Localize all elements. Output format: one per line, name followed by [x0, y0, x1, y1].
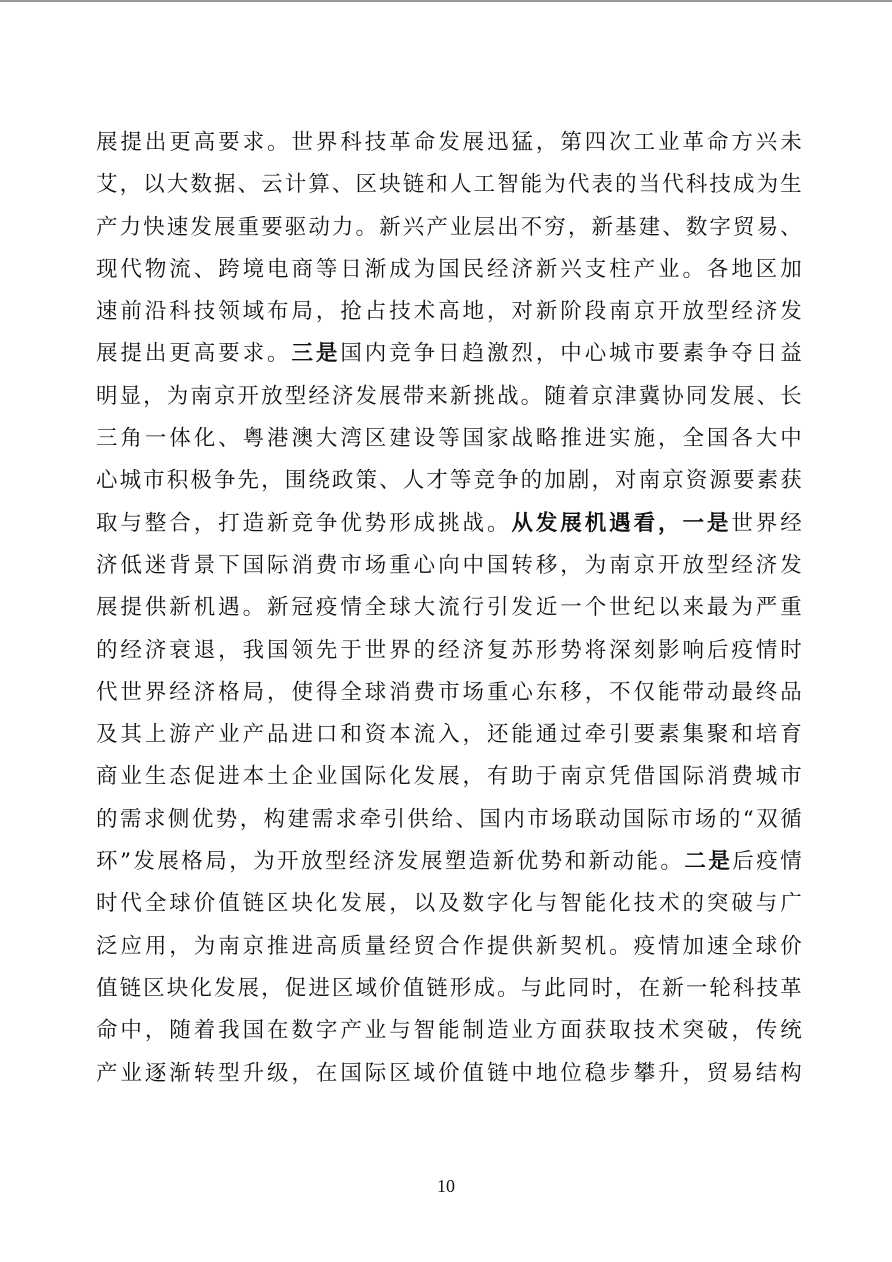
text-run: 产力快速发展重要驱动力。新兴产业层出不穷，新基建、数字贸易、 — [96, 214, 802, 240]
text-line — [96, 207, 802, 249]
text-run: 速前沿科技领域布局，抢占技术高地，对新阶段南京开放型经济发 — [96, 299, 802, 325]
text-run: 产业逐渐转型升级，在国际区域价值链中地位稳步攀升，贸易结构 — [96, 1060, 802, 1086]
text-run: 展提出更高要求。世界科技革命发展迅猛，第四次工业革命方兴未 — [96, 130, 802, 155]
text-line — [96, 545, 802, 587]
text-line — [96, 122, 802, 164]
bold-phrase: 二是 — [684, 849, 733, 875]
page-number: 10 — [437, 1176, 455, 1196]
text-run: 现代物流、跨境电商等日渐成为国民经济新兴支柱产业。各地区加 — [96, 256, 802, 282]
text-run: 展提供新机遇。新冠疫情全球大流行引发近一个世纪以来最为严重 — [96, 595, 802, 621]
text-run: 值链区块化发展，促进区域价值链形成。与此同时，在新一轮科技革 — [96, 975, 802, 1001]
text-line — [96, 714, 802, 756]
text-line — [96, 418, 802, 460]
text-run: 济低迷背景下国际消费市场重心向中国转移，为南京开放型经济发 — [96, 552, 802, 578]
text-line — [96, 587, 802, 629]
text-run: 后疫情 — [732, 849, 803, 875]
text-run: 展提出更高要求。 — [96, 341, 292, 367]
text-run: 明显，为南京开放型经济发展带来新挑战。随着京津冀协同发展、长 — [96, 383, 802, 409]
page-top-border — [0, 0, 892, 2]
text-line — [96, 460, 802, 502]
text-line — [96, 164, 802, 206]
text-line — [96, 291, 802, 333]
bold-phrase: 三是 — [291, 341, 341, 367]
text-line — [96, 799, 802, 841]
text-line — [96, 630, 802, 672]
text-run: 及其上游产业产品进口和资本流入，还能通过牵引要素集聚和培育 — [96, 722, 802, 748]
text-run: 艾，以大数据、云计算、区块链和人工智能为代表的当代科技成为生 — [96, 172, 802, 198]
text-line — [96, 1010, 802, 1052]
text-line — [96, 376, 802, 418]
text-line — [96, 926, 802, 968]
text-line — [96, 672, 802, 714]
document-body — [96, 122, 802, 1095]
text-run: 国内竞争日趋激烈，中心城市要素争夺日益 — [340, 341, 802, 367]
text-line — [96, 503, 802, 545]
text-line — [96, 968, 802, 1010]
text-line — [96, 756, 802, 798]
text-run: 世界经 — [731, 510, 802, 536]
text-run: 商业生态促进本土企业国际化发展，有助于南京凭借国际消费城市 — [96, 764, 802, 790]
text-line — [96, 1053, 802, 1095]
text-run: 心城市积极争先，围绕政策、人才等竞争的加剧，对南京资源要素获 — [96, 468, 802, 494]
bold-phrase: 从发展机遇看，一是 — [511, 510, 732, 536]
text-run: 命中，随着我国在数字产业与智能制造业方面获取技术突破，传统 — [96, 1018, 802, 1044]
text-run: 泛应用，为南京推进高质量经贸合作提供新契机。疫情加速全球价 — [96, 933, 802, 959]
text-line — [96, 883, 802, 925]
text-run: 的需求侧优势，构建需求牵引供给、国内市场联动国际市场的“双循 — [96, 806, 802, 832]
text-run: 取与整合，打造新竞争优势形成挑战。 — [96, 510, 512, 536]
text-run: 三角一体化、粤港澳大湾区建设等国家战略推进实施，全国各大中 — [96, 426, 802, 452]
text-line — [96, 841, 802, 883]
text-run: 代世界经济格局，使得全球消费市场重心东移，不仅能带动最终品 — [96, 679, 802, 705]
text-line — [96, 249, 802, 291]
text-line — [96, 333, 802, 375]
text-run: 时代全球价值链区块化发展，以及数字化与智能化技术的突破与广 — [96, 891, 802, 917]
text-run: 的经济衰退，我国领先于世界的经济复苏形势将深刻影响后疫情时 — [96, 637, 802, 663]
text-run: 环”发展格局，为开放型经济发展塑造新优势和新动能。 — [96, 849, 685, 875]
